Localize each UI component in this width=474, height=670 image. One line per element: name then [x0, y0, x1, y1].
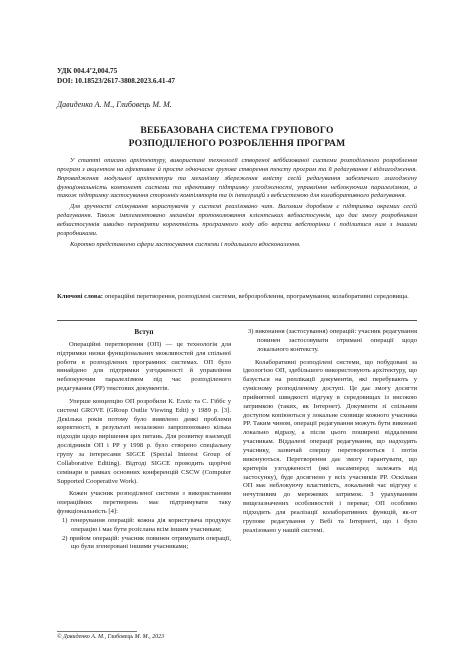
left-column: [57, 328, 231, 552]
body-paragraph: Кожен учасник розподіленої системи з використанням операційних перетворень має підтримувати таку функціональність [4]:: [57, 490, 231, 516]
right-column: [243, 328, 417, 535]
article-identifiers: [57, 66, 175, 86]
udc-code: УДК 004.4’2,004.75: [57, 67, 118, 75]
section-divider: [57, 320, 417, 321]
list-item: 1) генерування операцій: кожна дія користувача продукує операцію і має бути розіслана всім іншим учасникам;: [62, 516, 231, 533]
abstract-paragraph: У статті описано архітектуру, використані технології створеної веббазованої системи розподіленого розроблення програм з акцентом на ефективне й просте одночасне групове створення тексту програм та її редагування і відлагодження. Впровадження модульної архітектури та механізму збереження вмісту сесій редагування забезпечило злагоджену функціональність компонент системи та ефективну підтримку узгодженості, управління неблокуючим паралелізмом, а також підтримку застосування сторонніх компіляторів та їх інтеграцій з вебсистемою для колаборативного редагування.: [57, 157, 417, 200]
functionality-list: [57, 517, 231, 552]
title-line-2: РОЗПОДІЛЕНОГО РОЗРОБЛЕННЯ ПРОГРАМ: [128, 138, 346, 149]
copyright-footer: © Давиденко А. М., Глибовець М. М., 2023: [57, 634, 165, 640]
abstract-paragraph: Для зручності спілкування користувачів у системі реалізовано чат. Вагомим доробком є підтримка окремих сесій редагування. Також імплементовано механізм протоколювання клієнтських вебзастосунків, що дає змогу розробникам вебзастосунків швидко перевіряти коректність програмного коду або версти вебсторінки і поділитися ним з іншими розробниками.: [57, 203, 417, 237]
title-line-1: ВЕББАЗОВАНА СИСТЕМА ГРУПОВОГО: [140, 125, 334, 136]
footer-divider: [57, 631, 137, 632]
list-item: 2) прийом операцій: учасник повинен отримувати операції, що були згенеровані іншими учасниками;: [62, 534, 231, 551]
intro-heading: Вступ: [134, 328, 154, 336]
list-item: 3) виконання (застосування) операцій: учасник редагування повинен застосовувати отримані операції щодо локального контексту.: [248, 328, 417, 353]
abstract: [57, 157, 417, 249]
abstract-paragraph: Коротко представлено сфери застосування системи і подальшого вдосконалення.: [70, 240, 301, 248]
keywords-text: операційні перетворення, розподілені системи, веброзроблення, програмування, колаборативні середовища.: [102, 293, 409, 300]
keywords-label: Ключові слова:: [57, 293, 103, 300]
doi: DOI: 10.18523/2617-3808.2023.6.41-47: [57, 77, 175, 85]
article-title: [57, 124, 417, 150]
functionality-list-continued: [243, 328, 417, 355]
body-paragraph: Операційні перетворення (ОП) — це технологія для підтримки низки функціональних можливостей для спільної роботи в розподілених програмних системах. ОП було винайдено для підтримки узгодженості й управління неблокуючим паралелізмом під час розподіленого редагування (РР) текстових документів.: [57, 340, 231, 393]
authors: Давиденко А. М., Глибовець М. М.: [57, 100, 172, 109]
body-paragraph: Уперше концепцію ОП розробили К. Елліс та С. Гіббс у системі GROVE (GRoup Outlie Viewing Edit) у 1989 р. [3]. Декілька років потому було виявлено деякі проблеми коректності, в результаті незалежно запропоновано кілька підходів щодо вирішення цих питань. Для розвитку взаємодії дослідників ОП і РР у 1998 р. було створено спеціальну групу за інтересами SIGCE (Special Interest Group of Collaborative Editing). Відтоді SIGCE проводить щорічні семінари в рамках основних конференцій CSCW (Computer Supported Cooperative Work).: [57, 397, 231, 485]
keywords: [57, 293, 417, 302]
body-paragraph: Колаборативні розподілені системи, що побудовані за ідеологією ОП, здебільшого використовують архітектуру, що базується на реплікації документів, які перебувають у сумісному розподіленому доступі. Це дає змогу досягти прийнятної швидкості відгуку в середовищах із високою затримкою (таких, як Інтернет). Документи зі спільним доступом копіюються у локальне сховище кожного учасника РР. Таким чином, операції редагування можуть бути виконані локально відразу, а після цього поширені віддаленим учасникам. Віддалені операції редагування, що надходять учаснику, зазвичай спершу перетворюються і потім виконуються. Перетворення дає змогу гарантувати, що критерія узгодженості (які насамперед залежать від застосунку), буде досягнено у всіх учасників РР. Оскільки ОП має неблокуючу властивість, локальний час відгуку є нечутливим до мережевих затримок. З урахуванням вищезазначених особливостей і переваг, ОП особливо підходить для реалізації колаборативних функцій, як-от групове редагування у Вебі та Інтернеті, що і було реалізовано у нашій системі.: [243, 358, 417, 534]
